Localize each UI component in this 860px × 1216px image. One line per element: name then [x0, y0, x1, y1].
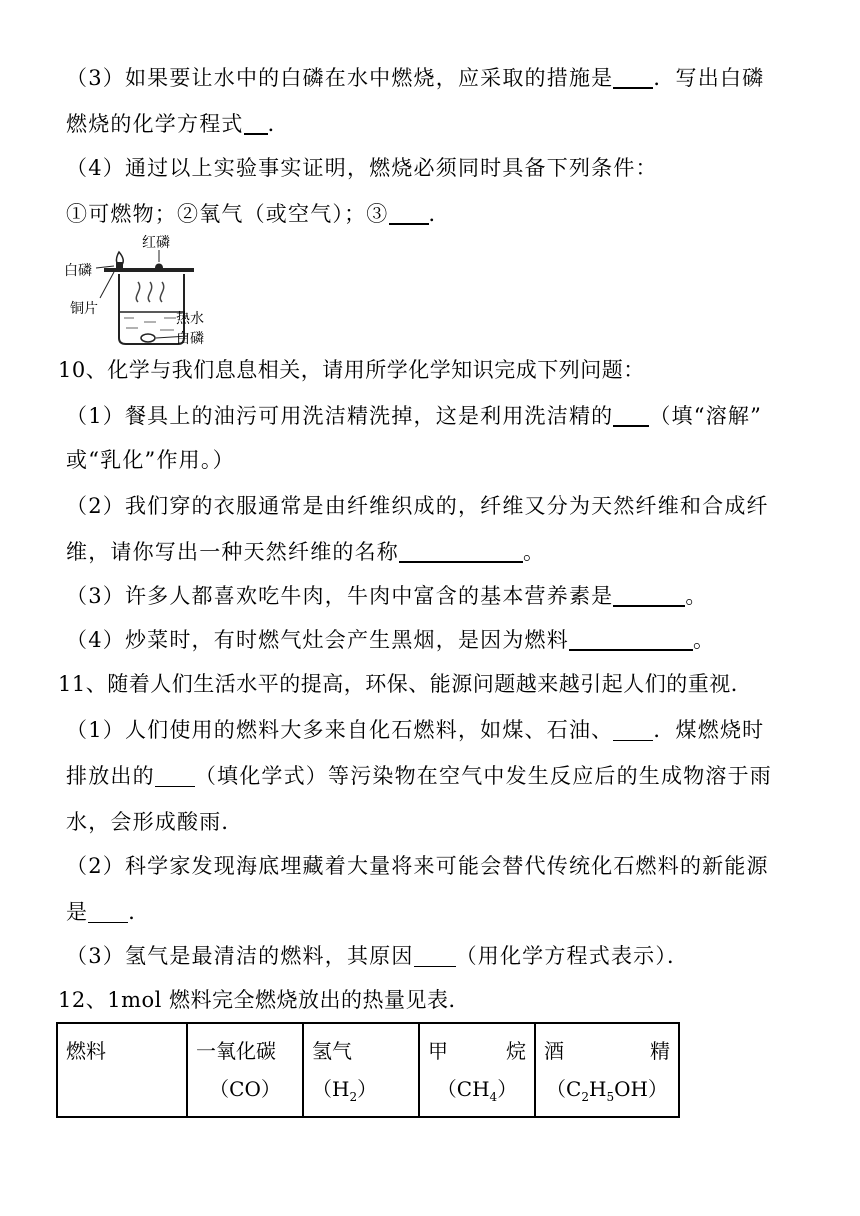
answer-blank[interactable]	[613, 405, 649, 427]
q11-p3	[66, 942, 806, 970]
q10-p2-line2-tail: 。	[523, 540, 546, 564]
q9-p3-line1	[66, 64, 806, 92]
answer-blank[interactable]	[613, 585, 685, 607]
answer-blank[interactable]	[155, 766, 195, 787]
q10-p4-tail: 。	[692, 628, 716, 652]
q11-p3-tail: （用化学方程式表示）．	[455, 944, 690, 968]
cell-text: 氢气$(H_2)$	[312, 1039, 378, 1104]
q9-p3-text-tail: ．写出白磷	[653, 66, 765, 90]
q11-p2-line2	[66, 898, 806, 926]
q9-p3-line2-text: 燃烧的化学方程式	[66, 112, 244, 136]
q11-p1-line2-text: 排放出的	[66, 764, 155, 788]
cell-formula: $(C_2H_5OH)$	[546, 1077, 668, 1104]
label-hot-water: 热水	[176, 311, 204, 327]
q11-p1-text: （1）人们使用的燃料大多来自化石燃料，如煤、石油、	[66, 718, 614, 742]
q10-p1-line1	[66, 402, 806, 430]
q9-p3-text: （3）如果要让水中的白磷在水中燃烧，应采取的措施是	[66, 66, 614, 90]
q9-p3-line2-tail: ．	[267, 112, 290, 136]
q10-p3-tail: 。	[685, 584, 708, 608]
q10-p3-text: （3）许多人都喜欢吃牛肉，牛肉中富含的基本营养素是	[66, 584, 614, 608]
q10-p4	[66, 626, 806, 654]
q11-p1-line2	[66, 762, 806, 790]
fuel-heat-table	[56, 1022, 680, 1118]
experiment-figure	[64, 232, 204, 348]
cell-formula: $(CH_4)$	[436, 1077, 518, 1104]
answer-blank[interactable]	[613, 720, 653, 741]
q10-p2-line2	[66, 538, 806, 566]
table-cell-fuel-header	[57, 1023, 187, 1117]
q9-p4-line1: （4）通过以上实验事实证明，燃烧必须同时具备下列条件：	[66, 156, 658, 180]
table-row	[57, 1023, 679, 1117]
q10-p1-text: （1）餐具上的油污可用洗洁精洗掉，这是利用洗洁精的	[66, 404, 614, 428]
q9-p3-line2	[66, 110, 806, 138]
q10-p3	[66, 582, 806, 610]
q11-title: 11、随着人们生活水平的提高，环保、能源问题越来越引起人们的重视．	[58, 672, 753, 696]
answer-blank[interactable]	[389, 203, 429, 225]
answer-blank[interactable]	[569, 629, 693, 651]
table-cell-co	[187, 1023, 303, 1117]
q10-p1-line2: 或“乳化”作用。）	[66, 448, 235, 472]
q11-p1-line1	[66, 716, 806, 744]
table-cell-hydrogen	[303, 1023, 419, 1117]
q10-title: 10、化学与我们息息相关，请用所学化学知识完成下列问题：	[58, 358, 645, 382]
q11-p2-line2-text: 是	[66, 900, 89, 924]
answer-blank[interactable]	[244, 113, 268, 135]
cell-formula: （CO）	[209, 1077, 281, 1101]
q11-p1-line2-tail: （填化学式）等污染物在空气中发生反应后的生成物溶于雨	[194, 764, 773, 788]
answer-blank[interactable]	[399, 541, 523, 563]
cell-text: 酒 精	[544, 1039, 670, 1063]
label-white-phosphorus-top: 白磷	[64, 263, 92, 279]
cell-text: 一氧化碳	[196, 1039, 276, 1063]
cell-text: 甲 烷	[428, 1039, 526, 1063]
q9-p4-line2-tail: ．	[428, 202, 451, 226]
q9-p4-line2	[66, 200, 806, 228]
q10-p2-line2-text: 维，请你写出一种天然纤维的名称	[66, 540, 399, 564]
table-cell-ethanol	[535, 1023, 679, 1117]
q11-p1-text-tail: ．煤燃烧时	[653, 718, 765, 742]
q12-title: 12、1mol 燃料完全燃烧放出的热量见表．	[58, 988, 471, 1012]
q10-p1-text-tail: （填“溶解”	[649, 404, 763, 428]
q9-p4-line2-text: ①可燃物；②氧气（或空气）；③	[66, 202, 389, 226]
answer-blank[interactable]	[613, 67, 653, 89]
label-copper-plate: 铜片	[70, 301, 98, 317]
q11-p2-line1: （2）科学家发现海底埋藏着大量将来可能会替代传统化石燃料的新能源	[66, 854, 769, 878]
label-white-phosphorus-bottom: 白磷	[176, 331, 204, 347]
q11-p2-line2-tail: ．	[128, 900, 151, 924]
cell-text: 燃料	[66, 1039, 106, 1063]
table-cell-methane	[419, 1023, 535, 1117]
q10-p4-text: （4）炒菜时，有时燃气灶会产生黑烟，是因为燃料	[66, 628, 569, 652]
q11-p3-text: （3）氢气是最清洁的燃料，其原因	[66, 944, 414, 968]
q11-p1-line3: 水，会形成酸雨．	[66, 810, 244, 834]
answer-blank[interactable]	[414, 946, 456, 967]
q10-p2-line1: （2）我们穿的衣服通常是由纤维织成的，纤维又分为天然纤维和合成纤	[66, 494, 769, 518]
label-red-phosphorus: 红磷	[142, 235, 170, 251]
answer-blank[interactable]	[88, 902, 128, 923]
